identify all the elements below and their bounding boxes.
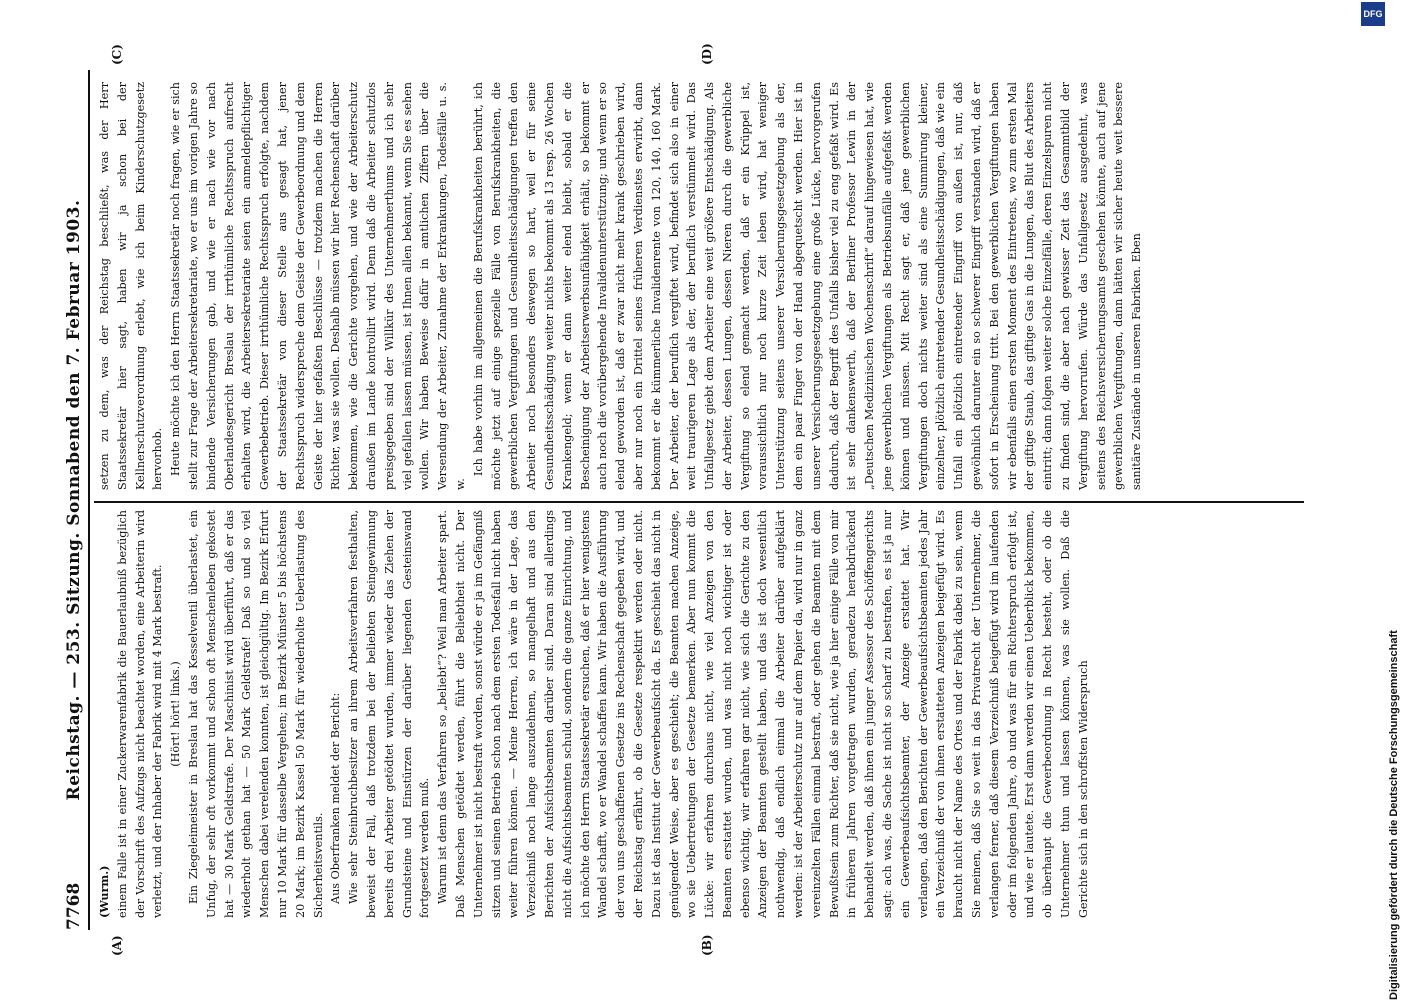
column-divider <box>94 501 1304 503</box>
paragraph: Heute möchte ich den Herrn Staatssekretär noch fragen, wie er sich stellt zur Frage der Arbeitersekretariate, wo er uns im vorigen Jahre so bindende Versicherungen gab, und wie er nach wie vor nach Oberlandesgericht Breslau der irrthümliche Rechtsspruch aufrecht erhalten wird, die Arbeitersekretariate seien ein anmeldepflichtiger Gewerbebetrieb. Dieser irrthümliche Rechtsspruch erfolgte, nachdem der Staatssekretär von dieser Stelle aus gesagt hat, jener Rechtsspruch widerspreche dem Geiste der Gewerbeordnung und dem Geiste der hier gefaßten Beschlüsse — trotzdem machen die Herren Richter, was sie wollen. Deshalb müssen wir hier Rechenschaft darüber bekommen, wie die Gerichte vorgehen, und wie der Arbeiterschutz draußen im Lande kontrollirt wird. Denn daß die Arbeiter schutzlos preisgegeben sind der Willkür des Unternehmerthums und ich sehr viel gefallen lassen müssen, ist Ihnen allen bekannt, wenn Sie es sehen wollen. Wir haben Beweise dafür in amtlichen Ziffern über die Versendung der Arbeiter, Zunahme der Erkrankungen, Todesfälle u. s. w. <box>169 82 467 490</box>
paragraph: Ich habe vorhin im allgemeinen die Berufskrankheiten berührt, ich möchte jetzt auf einige spezielle Fälle von Berufskrankheiten, die gewerblichen Vergiftungen und Gesundheitsschädigungen treffen den Arbeiter noch besonders deswegen so hart, weil er für seine Gesundheitsschädigung weiter nichts bekommt als 13 resp. 26 Wochen Krankengeld; wenn er dann weiter elend bleibt, sobald er die Bescheinigung der Arbeitserwerbsunfähigkeit erhält, so bekommt er auch noch die vorübergehende Invalidenunterstützung; und wenn er so elend geworden ist, daß er zwar nicht mehr krank geschrieben wird, aber nur noch ein Drittel seines früheren Verdienstes erwirbt, dann bekommt er die kümmerliche Invalidenrente von 120, 140, 160 Mark. Der Arbeiter, der beruflich vergiftet wird, befindet sich also in einer weit traurigeren Lage als der, der beruflich verstümmelt wird. Das Unfallgesetz giebt dem Arbeiter eine weit größere Entschädigung. Als der Arbeiter, dessen Lungen, dessen Nieren durch die gewerbliche Vergiftung so elend gemacht werden, daß er ein Krüppel ist, voraussichtlich nur noch kurze Zeit leben wird, hat weniger Unterstützung seitens unserer Versicherungsgesetzgebung als der, dem ein paar Finger von der Hand abgequetscht werden. Hier ist in unserer Versicherungsgesetzgebung eine große Lücke, hervorgerufen dadurch, daß der Begriff des Unfalls bisher viel zu eng gefaßt wird. Es ist sehr dankenswerth, daß der Berliner Professor Lewin in der „Deutschen Medizinischen Wochenschrift“ darauf hingewiesen hat, wie jene gewerblichen Vergiftungen als Betriebsunfälle aufgefaßt werden können und müssen. Mit Recht sagt er, daß jene gewerblichen Vergiftungen doch nichts weiter sind als eine Summirung kleiner, einzelner, plötzlich eintretender Gesundheitsschädigungen, daß wie ein Unfall ein plötzlich eintretender Eingriff von außen ist, nur, daß gewöhnlich darunter ein so schwerer Eingriff verstanden wird, daß er sofort in Erscheinung tritt. Bei den gewerblichen Vergiftungen haben wir ebenfalls einen ersten Moment des Eintretens, wo zum ersten Mal der giftige Staub, das giftige Gas in die Lungen, das Blut des Arbeiters eintritt; dann folgen weiter solche Einzelfälle, deren Einzelspuren nicht zu finden sind, die aber nach gewisser Zeit das Gesammtbild der Vergiftung hervorrufen. Würde das Unfallgesetz ausgedehnt, was seitens des Reichsversicherungsamts geschehen könnte, auch auf jene gewerblichen Vergiftungen, dann hätten wir sicher heute weit bessere sanitäre Zustände in unseren Fabriken. Eben <box>471 82 1144 490</box>
page-header <box>62 70 88 930</box>
speaker-label: (Wurm.) <box>97 865 111 918</box>
page-title: Reichstag. — 253. Sitzung. Sonnabend den 7. Februar 1903. <box>64 199 84 801</box>
page-number: 7768 <box>64 882 84 930</box>
footer-credit <box>1381 0 1407 1000</box>
dfg-logo-icon: DFG <box>1361 2 1385 26</box>
paragraph: Ein Ziegeleimeister in Breslau hat das Kesselventil überlastet, ein Unfug, der sehr oft vorkommt und schon oft Menschenleben gekostet hat — 30 Mark Geldstrafe. Der Maschinist wird überführt, daß er das wiederholt gethan hat — 50 Mark Geldstrafe! Daß so und so viel Menschen dabei verelenden konnten, ist gleichgültig. Im Bezirk Erfurt nur 10 Mark für dasselbe Vergehen; im Bezirk Münster 5 bis höchstens 20 Mark; im Bezirk Kassel 50 Mark für wiederholte Ueberlastung des Sicherheitsventils. <box>186 510 325 918</box>
margin-mark-a: (A) <box>110 935 124 956</box>
paragraph: Warum ist denn das Verfahren so „beliebt“? Weil man Arbeiter spart. Daß Menschen getödtet werden, führt die Beliebtheit nicht. Der Unternehmer ist nicht bestraft worden, sonst würde er ja im Gefängniß sitzen und seinen Betrieb schon nach dem ersten Todesfall nicht haben weiter führen können. — Meine Herren, ich wäre in der Lage, das Verzeichniß noch lange auszudehnen, so mangelhaft und aus den Berichten der Aufsichtsbeamten darüber sind. Daran sind allerdings nicht die Aufsichtsbeamten schuld, sondern die ganze Einrichtung, und ich möchte den Herrn Staatssekretär ersuchen, daß er hier wenigstens Wandel schafft, wo er Wandel schaffen kann. Wir haben die Ausführung der von uns geschaffenen Gesetze ins Rechenschaft gegeben wird, und der Reichstag erfährt, ob die Gesetze respektirt werden oder nicht. Dazu ist das Institut der Gewerbeaufsicht da. Es geschieht das nicht in genügender Weise, aber es geschieht; die Beamten machen Anzeige, wo sie Uebertretungen der Gesetze bemerken. Aber nun kommt die Lücke: wir erfahren durchaus nicht, wie viel Anzeigen von den Beamten erstattet wurden, und was nicht noch wichtiger ist oder ebenso wichtig, wir erfahren gar nicht, wie sich die Gerichte zu den Anzeigen der Beamten gestellt haben, und das ist doch wesentlich nothwendig, daß endlich einmal die Arbeiter darüber aufgeklärt werden: ist der Arbeiterschutz nur auf dem Papier da, wird nur in ganz vereinzelten Fällen einmal bestraft, oder gehen die Beamten mit dem Bewußtsein zum Richter, daß sie nicht, wie ja hier einige Fälle von mir in früheren Jahren vorgetragen wurden, geradezu herabdrückend behandelt werden, daß ihnen ein junger Assessor des Schöffengerichts sagt: ach was, die Sache ist nicht so scharf zu bestrafen, es ist ja nur ein Gewerbeaufsichtsbeamter, der Anzeige erstattet hat. Wir verlangen, daß den Berichten der Gewerbeaufsichtsbeamten jedes Jahr ein Verzeichniß der von ihnen erstatteten Anzeigen beigefügt wird. Es braucht nicht der Name des Ortes und der Fabrik dabei zu sein, wenn Sie meinen, daß Sie so weit in das Privatrecht der Unternehmer, die verlangen ferner, daß diesem Verzeichniß beigefügt wird im laufenden oder im folgenden Jahre, ob und was für ein Richterspruch erfolgt ist, und wie er lautete. Erst dann werden wir einen Ueberblick bekommen, ob überhaupt die Gewerbeordnung in Recht besteht, oder ob die Unternehmer thun und lassen können, was sie wollen. Daß die Gerichte sich in den schroffsten Widerspruch <box>436 510 1090 918</box>
margin-mark-d: (D) <box>700 43 714 65</box>
paragraph: einem Falle ist in einer Zuckerwarenfabrik die Bauerlaubniß bezüglich der Vorschrift des Aufzugs nicht beachtet worden, eine Arbeiterin wird verletzt, und der Inhaber der Fabrik wird mit 4 Mark bestraft. <box>115 510 165 918</box>
left-column <box>96 510 1306 918</box>
quoted-paragraph: Wie sehr Steinbruchbesitzer an ihrem Arbeitsverfahren festhalten, beweist der Fall, daß trotzdem bei der beliebten Steingewinnung bereits drei Arbeiter getödtet wurden, immer wieder das Ziehen der Grundsteine und Einstürzen der darüber liegenden Gesteinswand fortgesetzt werden muß. <box>347 510 432 918</box>
credit-text: Digitalisierung gefördert durch die Deutsche Forschungsgemeinschaft <box>1388 630 1400 1000</box>
paragraph: setzen zu dem, was der Reichstag beschließt, was der Herr Staatssekretär hier sagt, haben wir ja schon bei der Kellnerschutzverordnung erlebt, wie ich beim Kinderschutzgesetz hervorhob. <box>98 82 165 490</box>
paragraph: Aus Oberfranken meldet der Bericht: <box>329 692 343 904</box>
footer-strip <box>1361 0 1400 1000</box>
margin-mark-b: (B) <box>700 934 714 956</box>
margin-mark-c: (C) <box>110 44 124 65</box>
interjection: (Hört! hört! links.) <box>169 661 183 767</box>
right-column <box>96 82 1306 490</box>
header-rule <box>88 70 90 930</box>
